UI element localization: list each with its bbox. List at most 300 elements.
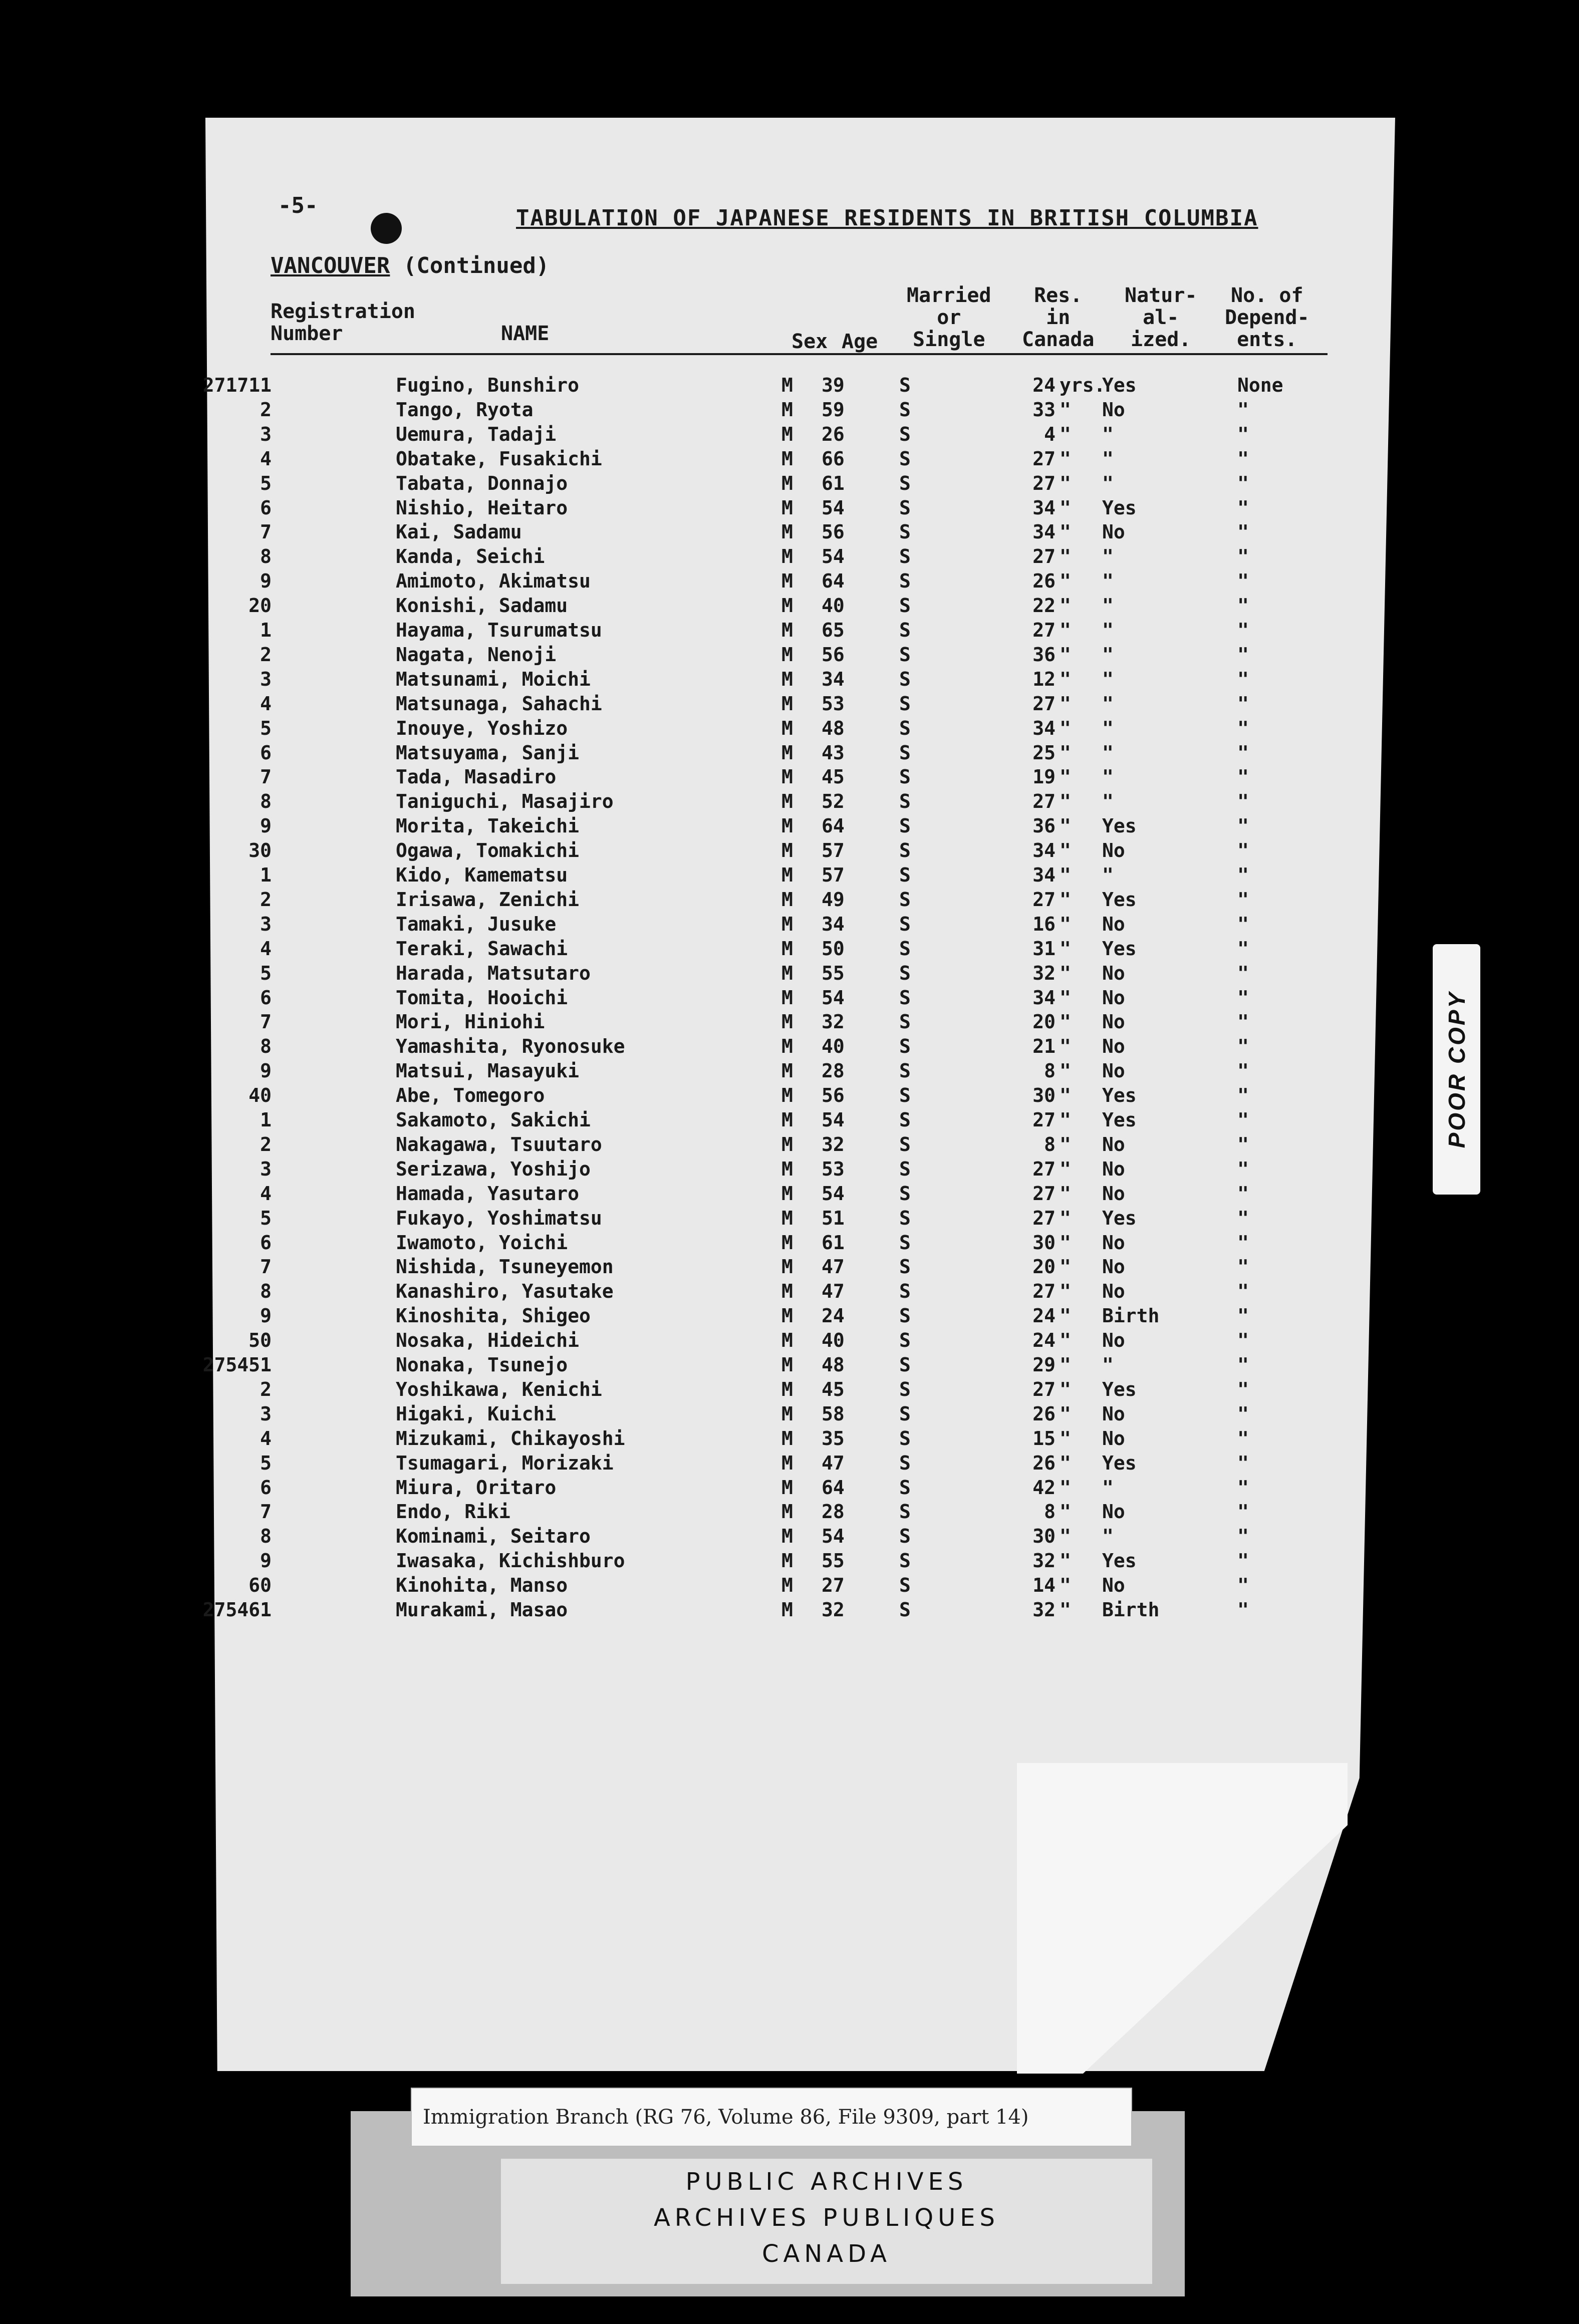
age: 45 — [822, 766, 845, 788]
resident-name: Abe, Tomegoro — [396, 1084, 545, 1106]
resident-name: Yamashita, Ryonosuke — [396, 1035, 625, 1057]
years-in-canada: 26 — [1032, 1452, 1056, 1474]
naturalized: No — [1102, 1232, 1125, 1254]
years-unit: " — [1060, 521, 1071, 543]
table-row — [0, 1353, 1579, 1377]
years-unit: " — [1060, 938, 1071, 960]
age: 54 — [822, 1183, 845, 1205]
years-in-canada: 30 — [1032, 1232, 1056, 1254]
years-unit: " — [1060, 1501, 1071, 1523]
age: 48 — [822, 717, 845, 739]
age: 59 — [822, 399, 845, 421]
age: 50 — [822, 938, 845, 960]
sex: M — [781, 864, 793, 886]
registration-number: 4 — [260, 938, 272, 960]
naturalized: " — [1102, 742, 1114, 764]
section-name: VANCOUVER — [271, 253, 390, 278]
sex: M — [781, 1378, 793, 1400]
registration-number: 6 — [260, 1477, 272, 1499]
marital-status: S — [899, 1109, 911, 1131]
registration-number: 6 — [260, 987, 272, 1009]
years-unit: " — [1060, 1035, 1071, 1057]
age: 39 — [822, 374, 845, 396]
sex: M — [781, 913, 793, 935]
resident-name: Kinohita, Manso — [396, 1574, 568, 1596]
table-row — [0, 1279, 1579, 1303]
sex: M — [781, 1207, 793, 1229]
age: 54 — [822, 987, 845, 1009]
years-unit: " — [1060, 399, 1071, 421]
sex: M — [781, 644, 793, 666]
page-number: -5- — [278, 193, 318, 218]
registration-number: 8 — [260, 1280, 272, 1302]
naturalized: Yes — [1102, 938, 1137, 960]
marital-status: S — [899, 570, 911, 592]
age: 54 — [822, 497, 845, 519]
years-in-canada: 27 — [1032, 889, 1056, 911]
table-row — [0, 569, 1579, 593]
marital-status: S — [899, 1084, 911, 1106]
age: 56 — [822, 644, 845, 666]
registration-number: 9 — [260, 1305, 272, 1327]
sex: M — [781, 1574, 793, 1596]
resident-name: Nonaka, Tsunejo — [396, 1354, 568, 1376]
years-unit: " — [1060, 1378, 1071, 1400]
years-unit: " — [1060, 1084, 1071, 1106]
age: 40 — [822, 1035, 845, 1057]
resident-name: Nishio, Heitaro — [396, 497, 568, 519]
sex: M — [781, 521, 793, 543]
dependents: " — [1237, 1452, 1249, 1474]
header-sex: Sex — [792, 330, 828, 353]
registration-number: 9 — [260, 815, 272, 837]
naturalized: No — [1102, 987, 1125, 1009]
header-residence-line2: in — [1046, 306, 1071, 329]
sex: M — [781, 545, 793, 567]
marital-status: S — [899, 1599, 911, 1621]
dependents: " — [1237, 1403, 1249, 1425]
naturalized: Yes — [1102, 815, 1137, 837]
marital-status: S — [899, 1011, 911, 1033]
age: 53 — [822, 1158, 845, 1180]
dependents: " — [1237, 595, 1249, 617]
naturalized: No — [1102, 1280, 1125, 1302]
years-in-canada: 32 — [1032, 1599, 1056, 1621]
naturalized: Birth — [1102, 1305, 1160, 1327]
registration-number: 7 — [260, 766, 272, 788]
years-in-canada: 8 — [1044, 1133, 1056, 1155]
sex: M — [781, 1183, 793, 1205]
table-row — [0, 888, 1579, 912]
sex: M — [781, 1109, 793, 1131]
resident-name: Obatake, Fusakichi — [396, 448, 602, 470]
table-row — [0, 912, 1579, 936]
sex: M — [781, 1477, 793, 1499]
registration-number: 275451 — [202, 1354, 272, 1376]
years-unit: " — [1060, 1060, 1071, 1082]
age: 64 — [822, 570, 845, 592]
table-row — [0, 373, 1579, 397]
marital-status: S — [899, 1060, 911, 1082]
marital-status: S — [899, 472, 911, 494]
section-heading — [271, 253, 549, 278]
resident-name: Morita, Takeichi — [396, 815, 580, 837]
years-unit: " — [1060, 1207, 1071, 1229]
header-dependents-line3: ents. — [1237, 328, 1297, 351]
years-unit: " — [1060, 1599, 1071, 1621]
archive-stamp-line1: PUBLIC ARCHIVES — [685, 2168, 968, 2196]
sex: M — [781, 766, 793, 788]
years-in-canada: 27 — [1032, 448, 1056, 470]
poor-copy-text: POOR COPY — [1443, 990, 1470, 1148]
naturalized: No — [1102, 1158, 1125, 1180]
marital-status: S — [899, 1183, 911, 1205]
dependents: " — [1237, 497, 1249, 519]
years-in-canada: 29 — [1032, 1354, 1056, 1376]
marital-status: S — [899, 1574, 911, 1596]
age: 51 — [822, 1207, 845, 1229]
table-row — [0, 716, 1579, 740]
registration-number: 3 — [260, 913, 272, 935]
sex: M — [781, 668, 793, 690]
dependents: " — [1237, 1550, 1249, 1572]
sex: M — [781, 1354, 793, 1376]
header-age: Age — [842, 330, 878, 353]
reference-label — [411, 2088, 1132, 2147]
table-row — [0, 765, 1579, 789]
header-registration — [271, 301, 415, 345]
sex: M — [781, 1280, 793, 1302]
sex: M — [781, 472, 793, 494]
registration-number: 5 — [260, 472, 272, 494]
years-unit: " — [1060, 1329, 1071, 1351]
years-unit: " — [1060, 472, 1071, 494]
marital-status: S — [899, 497, 911, 519]
dependents: " — [1237, 1280, 1249, 1302]
age: 56 — [822, 1084, 845, 1106]
years-unit: " — [1060, 1280, 1071, 1302]
registration-number: 3 — [260, 1403, 272, 1425]
registration-number: 7 — [260, 521, 272, 543]
resident-name: Kai, Sadamu — [396, 521, 522, 543]
header-naturalized-line2: al- — [1143, 306, 1179, 329]
registration-number: 6 — [260, 1232, 272, 1254]
years-in-canada: 14 — [1032, 1574, 1056, 1596]
years-in-canada: 34 — [1032, 987, 1056, 1009]
naturalized: Yes — [1102, 1378, 1137, 1400]
dependents: " — [1237, 938, 1249, 960]
sex: M — [781, 1501, 793, 1523]
naturalized: " — [1102, 790, 1114, 812]
naturalized: " — [1102, 766, 1114, 788]
naturalized: " — [1102, 595, 1114, 617]
marital-status: S — [899, 521, 911, 543]
marital-status: S — [899, 1501, 911, 1523]
age: 57 — [822, 839, 845, 861]
years-in-canada: 30 — [1032, 1084, 1056, 1106]
resident-name: Uemura, Tadaji — [396, 423, 557, 445]
age: 35 — [822, 1427, 845, 1449]
registration-number: 5 — [260, 717, 272, 739]
years-unit: " — [1060, 1574, 1071, 1596]
naturalized: Yes — [1102, 1084, 1137, 1106]
table-row — [0, 398, 1579, 422]
years-unit: " — [1060, 1550, 1071, 1572]
marital-status: S — [899, 717, 911, 739]
marital-status: S — [899, 693, 911, 715]
sex: M — [781, 595, 793, 617]
years-in-canada: 36 — [1032, 644, 1056, 666]
header-name: NAME — [501, 322, 550, 345]
years-unit: " — [1060, 595, 1071, 617]
years-in-canada: 36 — [1032, 815, 1056, 837]
table-row — [0, 741, 1579, 765]
age: 47 — [822, 1256, 845, 1278]
dependents: " — [1237, 1329, 1249, 1351]
years-in-canada: 22 — [1032, 595, 1056, 617]
naturalized: " — [1102, 570, 1114, 592]
resident-name: Amimoto, Akimatsu — [396, 570, 591, 592]
sex: M — [781, 1550, 793, 1572]
resident-name: Inouye, Yoshizo — [396, 717, 568, 739]
naturalized: No — [1102, 1060, 1125, 1082]
sex: M — [781, 1452, 793, 1474]
years-unit: " — [1060, 668, 1071, 690]
naturalized: No — [1102, 1329, 1125, 1351]
dependents: " — [1237, 423, 1249, 445]
registration-number: 3 — [260, 1158, 272, 1180]
age: 55 — [822, 1550, 845, 1572]
table-row — [0, 1451, 1579, 1475]
naturalized: " — [1102, 1354, 1114, 1376]
marital-status: S — [899, 815, 911, 837]
table-row — [0, 496, 1579, 520]
marital-status: S — [899, 913, 911, 935]
sex: M — [781, 815, 793, 837]
table-row — [0, 471, 1579, 495]
sex: M — [781, 790, 793, 812]
table-row — [0, 1476, 1579, 1500]
table-row — [0, 1083, 1579, 1107]
registration-number: 9 — [260, 570, 272, 592]
table-row — [0, 1328, 1579, 1352]
naturalized: No — [1102, 1035, 1125, 1057]
naturalized: No — [1102, 913, 1125, 935]
naturalized: No — [1102, 1256, 1125, 1278]
years-in-canada: 24 — [1032, 1329, 1056, 1351]
marital-status: S — [899, 644, 911, 666]
years-in-canada: 27 — [1032, 619, 1056, 641]
sex: M — [781, 839, 793, 861]
years-in-canada: 25 — [1032, 742, 1056, 764]
resident-name: Tamaki, Jusuke — [396, 913, 557, 935]
years-unit: " — [1060, 864, 1071, 886]
years-unit: " — [1060, 815, 1071, 837]
sex: M — [781, 693, 793, 715]
resident-name: Harada, Matsutaro — [396, 962, 591, 984]
registration-number: 4 — [260, 1427, 272, 1449]
resident-name: Matsunaga, Sahachi — [396, 693, 602, 715]
marital-status: S — [899, 374, 911, 396]
years-unit: " — [1060, 1133, 1071, 1155]
dependents: " — [1237, 472, 1249, 494]
dependents: " — [1237, 1378, 1249, 1400]
resident-name: Tomita, Hooichi — [396, 987, 568, 1009]
sex: M — [781, 938, 793, 960]
resident-name: Serizawa, Yoshijo — [396, 1158, 591, 1180]
resident-name: Nagata, Nenoji — [396, 644, 557, 666]
age: 54 — [822, 545, 845, 567]
naturalized: " — [1102, 717, 1114, 739]
table-row — [0, 814, 1579, 838]
registration-number: 3 — [260, 668, 272, 690]
archive-stamp — [501, 2159, 1152, 2284]
sex: M — [781, 717, 793, 739]
dependents: " — [1237, 1060, 1249, 1082]
years-unit: " — [1060, 1232, 1071, 1254]
sex: M — [781, 889, 793, 911]
table-row — [0, 594, 1579, 618]
registration-number: 7 — [260, 1501, 272, 1523]
sex: M — [781, 742, 793, 764]
naturalized: " — [1102, 864, 1114, 886]
table-row — [0, 447, 1579, 471]
naturalized: " — [1102, 1477, 1114, 1499]
resident-name: Hamada, Yasutaro — [396, 1183, 580, 1205]
marital-status: S — [899, 1035, 911, 1057]
sex: M — [781, 1403, 793, 1425]
resident-name: Kanashiro, Yasutake — [396, 1280, 614, 1302]
resident-name: Nosaka, Hideichi — [396, 1329, 580, 1351]
naturalized: Yes — [1102, 1109, 1137, 1131]
resident-name: Nishida, Tsuneyemon — [396, 1256, 614, 1278]
dependents: " — [1237, 1305, 1249, 1327]
resident-name: Higaki, Kuichi — [396, 1403, 557, 1425]
section-note: (Continued) — [403, 253, 550, 278]
years-in-canada: 32 — [1032, 1550, 1056, 1572]
registration-number: 4 — [260, 448, 272, 470]
resident-name: Teraki, Sawachi — [396, 938, 568, 960]
sex: M — [781, 1084, 793, 1106]
years-unit: yrs. — [1060, 374, 1106, 396]
sex: M — [781, 1599, 793, 1621]
sex: M — [781, 962, 793, 984]
resident-name: Irisawa, Zenichi — [396, 889, 580, 911]
age: 55 — [822, 962, 845, 984]
resident-name: Ogawa, Tomakichi — [396, 839, 580, 861]
age: 45 — [822, 1378, 845, 1400]
sex: M — [781, 1232, 793, 1254]
registration-number: 4 — [260, 693, 272, 715]
years-in-canada: 27 — [1032, 1378, 1056, 1400]
registration-number: 1 — [260, 619, 272, 641]
resident-name: Taniguchi, Masajiro — [396, 790, 614, 812]
table-row — [0, 1231, 1579, 1255]
resident-name: Tsumagari, Morizaki — [396, 1452, 614, 1474]
years-unit: " — [1060, 644, 1071, 666]
resident-name: Kinoshita, Shigeo — [396, 1305, 591, 1327]
header-residence — [1022, 284, 1095, 351]
resident-name: Kido, Kamematsu — [396, 864, 568, 886]
naturalized: Yes — [1102, 374, 1137, 396]
age: 28 — [822, 1060, 845, 1082]
resident-name: Sakamoto, Sakichi — [396, 1109, 591, 1131]
table-row — [0, 520, 1579, 544]
resident-name: Fukayo, Yoshimatsu — [396, 1207, 602, 1229]
dependents: None — [1237, 374, 1283, 396]
table-row — [0, 1524, 1579, 1548]
table-row — [0, 1598, 1579, 1622]
dependents: " — [1237, 790, 1249, 812]
age: 49 — [822, 889, 845, 911]
age: 28 — [822, 1501, 845, 1523]
table-row — [0, 422, 1579, 446]
dependents: " — [1237, 815, 1249, 837]
years-in-canada: 16 — [1032, 913, 1056, 935]
resident-name: Murakami, Masao — [396, 1599, 568, 1621]
header-registration-line1: Registration — [271, 300, 415, 323]
marital-status: S — [899, 1427, 911, 1449]
naturalized: Yes — [1102, 1550, 1137, 1572]
registration-number: 5 — [260, 1207, 272, 1229]
naturalized: No — [1102, 1133, 1125, 1155]
marital-status: S — [899, 1477, 911, 1499]
marital-status: S — [899, 1207, 911, 1229]
marital-status: S — [899, 839, 911, 861]
dependents: " — [1237, 889, 1249, 911]
years-in-canada: 27 — [1032, 790, 1056, 812]
marital-status: S — [899, 962, 911, 984]
age: 54 — [822, 1525, 845, 1547]
years-in-canada: 32 — [1032, 962, 1056, 984]
table-row — [0, 618, 1579, 642]
years-in-canada: 27 — [1032, 1158, 1056, 1180]
marital-status: S — [899, 1354, 911, 1376]
years-in-canada: 8 — [1044, 1501, 1056, 1523]
naturalized: " — [1102, 668, 1114, 690]
marital-status: S — [899, 938, 911, 960]
resident-name: Hayama, Tsurumatsu — [396, 619, 602, 641]
dependents: " — [1237, 1354, 1249, 1376]
years-in-canada: 42 — [1032, 1477, 1056, 1499]
resident-name: Mizukami, Chikayoshi — [396, 1427, 625, 1449]
age: 52 — [822, 790, 845, 812]
registration-number: 2 — [260, 1133, 272, 1155]
resident-name: Kanda, Seichi — [396, 545, 545, 567]
years-in-canada: 24 — [1032, 1305, 1056, 1327]
years-unit: " — [1060, 766, 1071, 788]
resident-name: Iwasaka, Kichishburo — [396, 1550, 625, 1572]
registration-number: 30 — [248, 839, 272, 861]
header-dependents-line2: Depend- — [1225, 306, 1309, 329]
years-in-canada: 30 — [1032, 1525, 1056, 1547]
registration-number: 9 — [260, 1060, 272, 1082]
naturalized: No — [1102, 1183, 1125, 1205]
naturalized: " — [1102, 619, 1114, 641]
marital-status: S — [899, 1280, 911, 1302]
table-row — [0, 1255, 1579, 1279]
dependents: " — [1237, 1599, 1249, 1621]
age: 56 — [822, 521, 845, 543]
registration-number: 5 — [260, 1452, 272, 1474]
dependents: " — [1237, 1427, 1249, 1449]
resident-name: Nakagawa, Tsuutaro — [396, 1133, 602, 1155]
marital-status: S — [899, 595, 911, 617]
dependents: " — [1237, 619, 1249, 641]
sex: M — [781, 1525, 793, 1547]
punch-hole — [371, 213, 402, 244]
years-unit: " — [1060, 1427, 1071, 1449]
